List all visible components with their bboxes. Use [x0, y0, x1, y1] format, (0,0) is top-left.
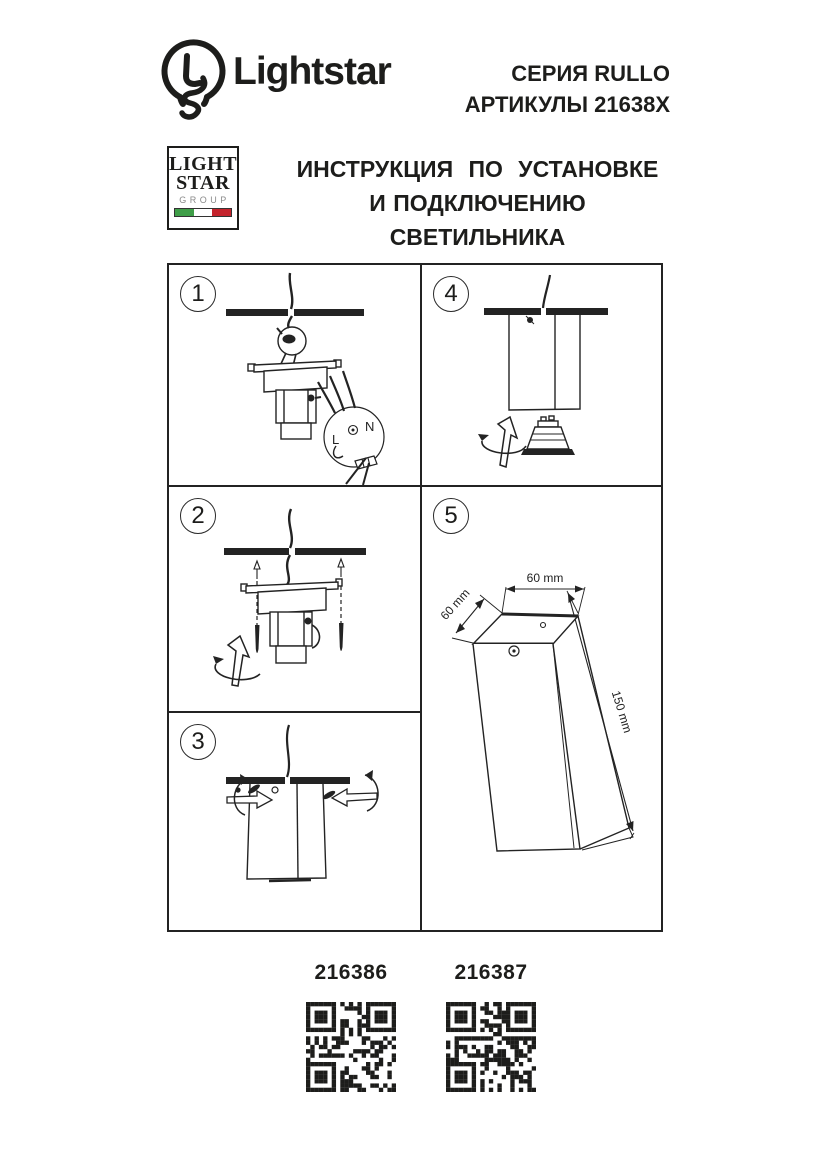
article-code-left: 216386: [314, 961, 388, 984]
step-3-panel: [169, 713, 420, 930]
terminal-neutral-label: N: [365, 419, 375, 434]
qr-code-left: [306, 1002, 396, 1092]
title-line-2: И ПОДКЛЮЧЕНИЮ СВЕТИЛЬНИКА: [369, 190, 586, 250]
article-code-right: 216387: [454, 961, 528, 984]
title-line-1: ИНСТРУКЦИЯ ПО УСТАНОВКЕ: [296, 156, 659, 182]
articles-line: АРТИКУЛЫ 21638X: [464, 92, 670, 117]
step-5-panel: [422, 487, 661, 930]
dimension-height-label: 150 mm: [608, 689, 635, 735]
step-4-panel: [422, 265, 661, 485]
step-5-number: 5: [433, 498, 469, 534]
lightstar-bulb-icon: [156, 34, 232, 122]
terminal-live-label: L: [332, 432, 340, 447]
italian-flag-stripe: [174, 208, 232, 217]
logo-line-light: LIGHT: [169, 153, 238, 175]
dimension-top-label: 60 mm: [526, 571, 564, 585]
dimension-depth-label: 60 mm: [437, 586, 473, 623]
step-2-panel: [169, 487, 420, 711]
step-2-number: 2: [180, 498, 216, 534]
lightstar-group-logo: [167, 146, 239, 230]
step-5-diagram-dimensions: [422, 487, 661, 930]
step-4-number: 4: [433, 276, 469, 312]
step-3-number: 3: [180, 724, 216, 760]
logo-line-star: STAR: [176, 172, 230, 194]
series-title: СЕРИЯ RULLO: [511, 61, 670, 86]
instruction-steps-grid: [167, 263, 663, 932]
brand-wordmark: Lightstar: [233, 50, 391, 93]
document-title: [280, 152, 675, 254]
series-block: [465, 58, 670, 120]
qr-code-right: [446, 1002, 536, 1092]
step-1-number: 1: [180, 276, 216, 312]
logo-line-group: GROUP: [179, 195, 230, 205]
step-1-panel: [169, 265, 420, 485]
